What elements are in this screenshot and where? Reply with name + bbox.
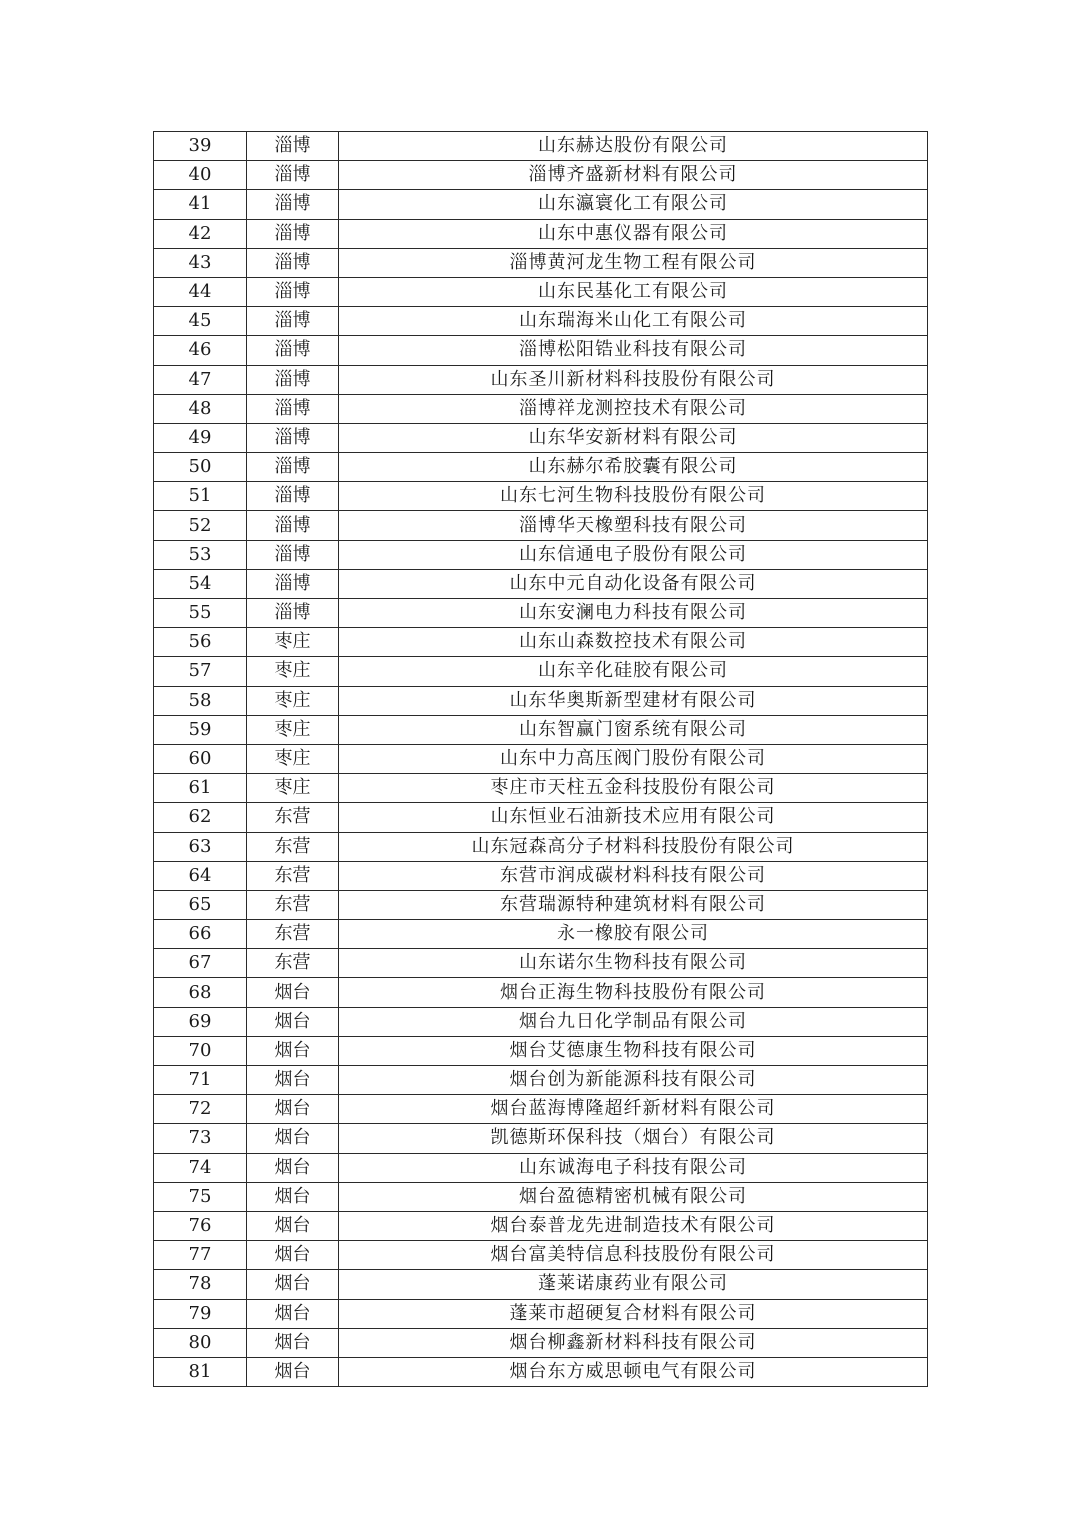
row-number-cell: 39: [154, 132, 247, 161]
table-row: [154, 161, 928, 190]
company-name-cell: 山东冠森高分子材料科技股份有限公司: [339, 832, 928, 861]
row-number-cell: 49: [154, 423, 247, 452]
city-cell: 淄博: [247, 307, 339, 336]
table-row: [154, 453, 928, 482]
company-name-cell: 东营市润成碳材料科技有限公司: [339, 861, 928, 890]
table-row: [154, 248, 928, 277]
table-row: [154, 482, 928, 511]
row-number-cell: 50: [154, 453, 247, 482]
city-cell: 淄博: [247, 540, 339, 569]
table-row: [154, 861, 928, 890]
row-number-cell: 42: [154, 219, 247, 248]
company-name-cell: 烟台蓝海博隆超纤新材料有限公司: [339, 1095, 928, 1124]
table-row: [154, 774, 928, 803]
row-number-cell: 65: [154, 890, 247, 919]
city-cell: 淄博: [247, 336, 339, 365]
company-name-cell: 烟台九日化学制品有限公司: [339, 1007, 928, 1036]
company-name-cell: 山东诚海电子科技有限公司: [339, 1153, 928, 1182]
row-number-cell: 77: [154, 1241, 247, 1270]
city-cell: 淄博: [247, 161, 339, 190]
table-row: [154, 628, 928, 657]
row-number-cell: 51: [154, 482, 247, 511]
table-row: [154, 1211, 928, 1240]
row-number-cell: 41: [154, 190, 247, 219]
city-cell: 淄博: [247, 482, 339, 511]
table-row: [154, 540, 928, 569]
table-row: [154, 803, 928, 832]
city-cell: 淄博: [247, 599, 339, 628]
row-number-cell: 72: [154, 1095, 247, 1124]
row-number-cell: 53: [154, 540, 247, 569]
company-name-cell: 山东诺尔生物科技有限公司: [339, 949, 928, 978]
table-row: [154, 890, 928, 919]
city-cell: 东营: [247, 832, 339, 861]
row-number-cell: 63: [154, 832, 247, 861]
row-number-cell: 76: [154, 1211, 247, 1240]
row-number-cell: 71: [154, 1066, 247, 1095]
company-list-table: [153, 131, 928, 1387]
row-number-cell: 52: [154, 511, 247, 540]
company-name-cell: 东营瑞源特种建筑材料有限公司: [339, 890, 928, 919]
table-row: [154, 1182, 928, 1211]
city-cell: 淄博: [247, 365, 339, 394]
table-row: [154, 920, 928, 949]
city-cell: 枣庄: [247, 715, 339, 744]
row-number-cell: 55: [154, 599, 247, 628]
city-cell: 东营: [247, 861, 339, 890]
company-name-cell: 山东华安新材料有限公司: [339, 423, 928, 452]
company-list-body: [154, 132, 928, 1387]
company-name-cell: 枣庄市天柱五金科技股份有限公司: [339, 774, 928, 803]
city-cell: 东营: [247, 920, 339, 949]
row-number-cell: 58: [154, 686, 247, 715]
company-name-cell: 山东七河生物科技股份有限公司: [339, 482, 928, 511]
city-cell: 淄博: [247, 248, 339, 277]
company-name-cell: 山东中惠仪器有限公司: [339, 219, 928, 248]
table-row: [154, 686, 928, 715]
row-number-cell: 78: [154, 1270, 247, 1299]
city-cell: 烟台: [247, 1182, 339, 1211]
company-name-cell: 烟台柳鑫新材料科技有限公司: [339, 1328, 928, 1357]
city-cell: 烟台: [247, 1066, 339, 1095]
table-row: [154, 336, 928, 365]
city-cell: 烟台: [247, 1211, 339, 1240]
company-name-cell: 山东中元自动化设备有限公司: [339, 569, 928, 598]
company-name-cell: 烟台富美特信息科技股份有限公司: [339, 1241, 928, 1270]
company-name-cell: 山东瑞海米山化工有限公司: [339, 307, 928, 336]
table-row: [154, 949, 928, 978]
row-number-cell: 67: [154, 949, 247, 978]
table-row: [154, 423, 928, 452]
row-number-cell: 70: [154, 1036, 247, 1065]
row-number-cell: 48: [154, 394, 247, 423]
table-row: [154, 219, 928, 248]
row-number-cell: 80: [154, 1328, 247, 1357]
row-number-cell: 46: [154, 336, 247, 365]
city-cell: 淄博: [247, 511, 339, 540]
row-number-cell: 57: [154, 657, 247, 686]
row-number-cell: 79: [154, 1299, 247, 1328]
city-cell: 枣庄: [247, 774, 339, 803]
company-name-cell: 山东山森数控技术有限公司: [339, 628, 928, 657]
company-name-cell: 烟台艾德康生物科技有限公司: [339, 1036, 928, 1065]
table-row: [154, 978, 928, 1007]
city-cell: 烟台: [247, 1007, 339, 1036]
city-cell: 东营: [247, 803, 339, 832]
company-name-cell: 山东圣川新材料科技股份有限公司: [339, 365, 928, 394]
table-row: [154, 511, 928, 540]
company-name-cell: 山东信通电子股份有限公司: [339, 540, 928, 569]
city-cell: 淄博: [247, 190, 339, 219]
table-row: [154, 1066, 928, 1095]
table-row: [154, 569, 928, 598]
company-name-cell: 烟台盈德精密机械有限公司: [339, 1182, 928, 1211]
table-row: [154, 1036, 928, 1065]
city-cell: 烟台: [247, 1241, 339, 1270]
table-row: [154, 1007, 928, 1036]
company-name-cell: 淄博松阳锆业科技有限公司: [339, 336, 928, 365]
table-row: [154, 1095, 928, 1124]
city-cell: 枣庄: [247, 657, 339, 686]
city-cell: 烟台: [247, 1270, 339, 1299]
company-name-cell: 凯德斯环保科技（烟台）有限公司: [339, 1124, 928, 1153]
table-row: [154, 599, 928, 628]
company-name-cell: 烟台正海生物科技股份有限公司: [339, 978, 928, 1007]
company-name-cell: 山东华奥斯新型建材有限公司: [339, 686, 928, 715]
company-name-cell: 永一橡胶有限公司: [339, 920, 928, 949]
city-cell: 枣庄: [247, 628, 339, 657]
company-name-cell: 山东恒业石油新技术应用有限公司: [339, 803, 928, 832]
company-name-cell: 山东赫达股份有限公司: [339, 132, 928, 161]
city-cell: 烟台: [247, 1124, 339, 1153]
city-cell: 淄博: [247, 453, 339, 482]
table-row: [154, 132, 928, 161]
table-row: [154, 394, 928, 423]
city-cell: 东营: [247, 890, 339, 919]
table-row: [154, 1270, 928, 1299]
table-row: [154, 832, 928, 861]
city-cell: 烟台: [247, 1328, 339, 1357]
company-name-cell: 山东安澜电力科技有限公司: [339, 599, 928, 628]
table-row: [154, 307, 928, 336]
company-name-cell: 山东瀛寰化工有限公司: [339, 190, 928, 219]
company-name-cell: 淄博黄河龙生物工程有限公司: [339, 248, 928, 277]
table-row: [154, 744, 928, 773]
company-name-cell: 山东智赢门窗系统有限公司: [339, 715, 928, 744]
table-row: [154, 365, 928, 394]
row-number-cell: 69: [154, 1007, 247, 1036]
city-cell: 烟台: [247, 1036, 339, 1065]
row-number-cell: 64: [154, 861, 247, 890]
row-number-cell: 60: [154, 744, 247, 773]
row-number-cell: 68: [154, 978, 247, 1007]
row-number-cell: 73: [154, 1124, 247, 1153]
company-name-cell: 淄博齐盛新材料有限公司: [339, 161, 928, 190]
city-cell: 淄博: [247, 394, 339, 423]
city-cell: 枣庄: [247, 686, 339, 715]
row-number-cell: 54: [154, 569, 247, 598]
city-cell: 淄博: [247, 569, 339, 598]
city-cell: 烟台: [247, 1357, 339, 1386]
city-cell: 淄博: [247, 277, 339, 306]
city-cell: 淄博: [247, 132, 339, 161]
table-row: [154, 1299, 928, 1328]
row-number-cell: 75: [154, 1182, 247, 1211]
company-name-cell: 烟台泰普龙先进制造技术有限公司: [339, 1211, 928, 1240]
row-number-cell: 74: [154, 1153, 247, 1182]
company-name-cell: 山东民基化工有限公司: [339, 277, 928, 306]
row-number-cell: 40: [154, 161, 247, 190]
row-number-cell: 59: [154, 715, 247, 744]
city-cell: 淄博: [247, 219, 339, 248]
city-cell: 东营: [247, 949, 339, 978]
city-cell: 烟台: [247, 1153, 339, 1182]
table-row: [154, 1357, 928, 1386]
table-row: [154, 715, 928, 744]
city-cell: 淄博: [247, 423, 339, 452]
row-number-cell: 61: [154, 774, 247, 803]
table-row: [154, 190, 928, 219]
company-name-cell: 蓬莱市超硬复合材料有限公司: [339, 1299, 928, 1328]
table-row: [154, 657, 928, 686]
table-row: [154, 277, 928, 306]
row-number-cell: 44: [154, 277, 247, 306]
company-name-cell: 山东辛化硅胶有限公司: [339, 657, 928, 686]
company-name-cell: 烟台东方威思顿电气有限公司: [339, 1357, 928, 1386]
city-cell: 枣庄: [247, 744, 339, 773]
table-row: [154, 1328, 928, 1357]
company-name-cell: 山东中力高压阀门股份有限公司: [339, 744, 928, 773]
table-row: [154, 1153, 928, 1182]
row-number-cell: 56: [154, 628, 247, 657]
row-number-cell: 43: [154, 248, 247, 277]
table-row: [154, 1124, 928, 1153]
table-row: [154, 1241, 928, 1270]
row-number-cell: 45: [154, 307, 247, 336]
row-number-cell: 47: [154, 365, 247, 394]
company-name-cell: 烟台创为新能源科技有限公司: [339, 1066, 928, 1095]
row-number-cell: 81: [154, 1357, 247, 1386]
company-name-cell: 淄博华天橡塑科技有限公司: [339, 511, 928, 540]
company-name-cell: 淄博祥龙测控技术有限公司: [339, 394, 928, 423]
row-number-cell: 66: [154, 920, 247, 949]
row-number-cell: 62: [154, 803, 247, 832]
city-cell: 烟台: [247, 1095, 339, 1124]
city-cell: 烟台: [247, 1299, 339, 1328]
city-cell: 烟台: [247, 978, 339, 1007]
company-name-cell: 山东赫尔希胶囊有限公司: [339, 453, 928, 482]
company-name-cell: 蓬莱诺康药业有限公司: [339, 1270, 928, 1299]
